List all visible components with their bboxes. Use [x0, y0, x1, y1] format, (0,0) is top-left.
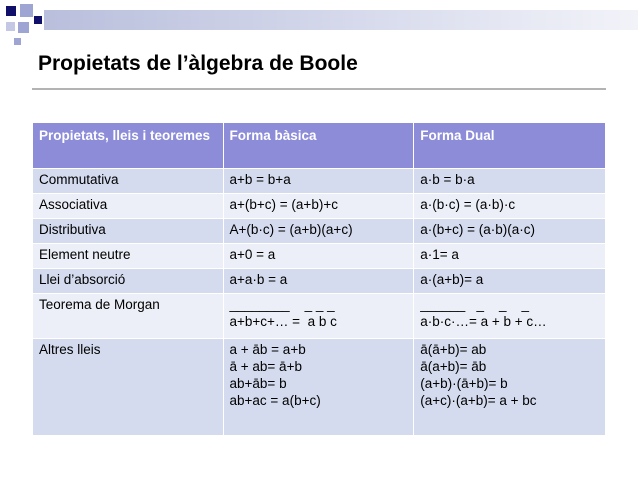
row-basic: [223, 244, 414, 269]
deco-square-5: [18, 22, 29, 33]
overline-marks: ________ _ _ _: [229, 297, 335, 312]
table-row: [33, 269, 606, 294]
formula: A+(b·c) = (a+b)(a+c): [229, 222, 353, 237]
formula: (a+b)·(ā+b)= b: [420, 376, 508, 391]
formula: a·b·c·…= a + b + c…: [420, 314, 547, 329]
header-properties: Propietats, lleis i teoremes: [33, 123, 224, 169]
table-row: [33, 194, 606, 219]
table-row: [33, 294, 606, 339]
row-name: Commutativa: [33, 169, 224, 194]
boolean-properties-table: [32, 122, 606, 436]
formula: a+0 = a: [229, 247, 276, 262]
row-dual: [414, 194, 606, 219]
header-dual-form: Forma Dual: [414, 123, 606, 169]
table-row: [33, 339, 606, 436]
row-name: Llei d’absorció: [33, 269, 224, 294]
deco-square-6: [14, 38, 21, 45]
row-dual: [414, 219, 606, 244]
deco-square-2: [20, 4, 33, 17]
table-row: [33, 219, 606, 244]
row-name: Associativa: [33, 194, 224, 219]
row-dual: [414, 244, 606, 269]
formula: ā + ab= ā+b: [229, 359, 302, 374]
row-dual: [414, 269, 606, 294]
row-name: Teorema de Morgan: [33, 294, 224, 339]
deco-square-3: [34, 16, 42, 24]
formula: ā(a+b)= āb: [420, 359, 487, 374]
row-basic: [223, 169, 414, 194]
header-basic-form: Forma bàsica: [223, 123, 414, 169]
row-basic: [223, 219, 414, 244]
row-name: Distributiva: [33, 219, 224, 244]
formula: a·(a+b)= a: [420, 272, 484, 287]
row-basic: [223, 194, 414, 219]
header-gradient-band: [44, 10, 638, 30]
row-dual: [414, 169, 606, 194]
title-divider: [32, 88, 606, 90]
table-header-row: [33, 123, 606, 169]
deco-square-4: [6, 22, 15, 31]
row-basic: [223, 294, 414, 339]
formula: ā(ā+b)= ab: [420, 342, 487, 357]
formula: a·(b·c) = (a·b)·c: [420, 197, 516, 212]
formula: ab+āb= b: [229, 376, 287, 391]
table-row: [33, 244, 606, 269]
table-row: [33, 169, 606, 194]
row-name: Altres lleis: [33, 339, 224, 436]
formula: a+b+c+… = a b c: [229, 314, 337, 329]
formula: a+a·b = a: [229, 272, 288, 287]
slide-title: Propietats de l’àlgebra de Boole: [38, 52, 358, 75]
overline-marks: ______ _ _ _: [420, 297, 530, 312]
row-name: Element neutre: [33, 244, 224, 269]
formula: a·1= a: [420, 247, 459, 262]
row-basic: [223, 339, 414, 436]
deco-square-1: [6, 6, 16, 16]
formula: ab+ac = a(b+c): [229, 393, 321, 408]
formula: a+b = b+a: [229, 172, 291, 187]
formula: (a+c)·(a+b)= a + bc: [420, 393, 537, 408]
formula: a·b = b·a: [420, 172, 475, 187]
formula: a·(b+c) = (a·b)(a·c): [420, 222, 536, 237]
formula: a+(b+c) = (a+b)+c: [229, 197, 338, 212]
row-dual: [414, 294, 606, 339]
row-dual: [414, 339, 606, 436]
row-basic: [223, 269, 414, 294]
formula: a + āb = a+b: [229, 342, 306, 357]
